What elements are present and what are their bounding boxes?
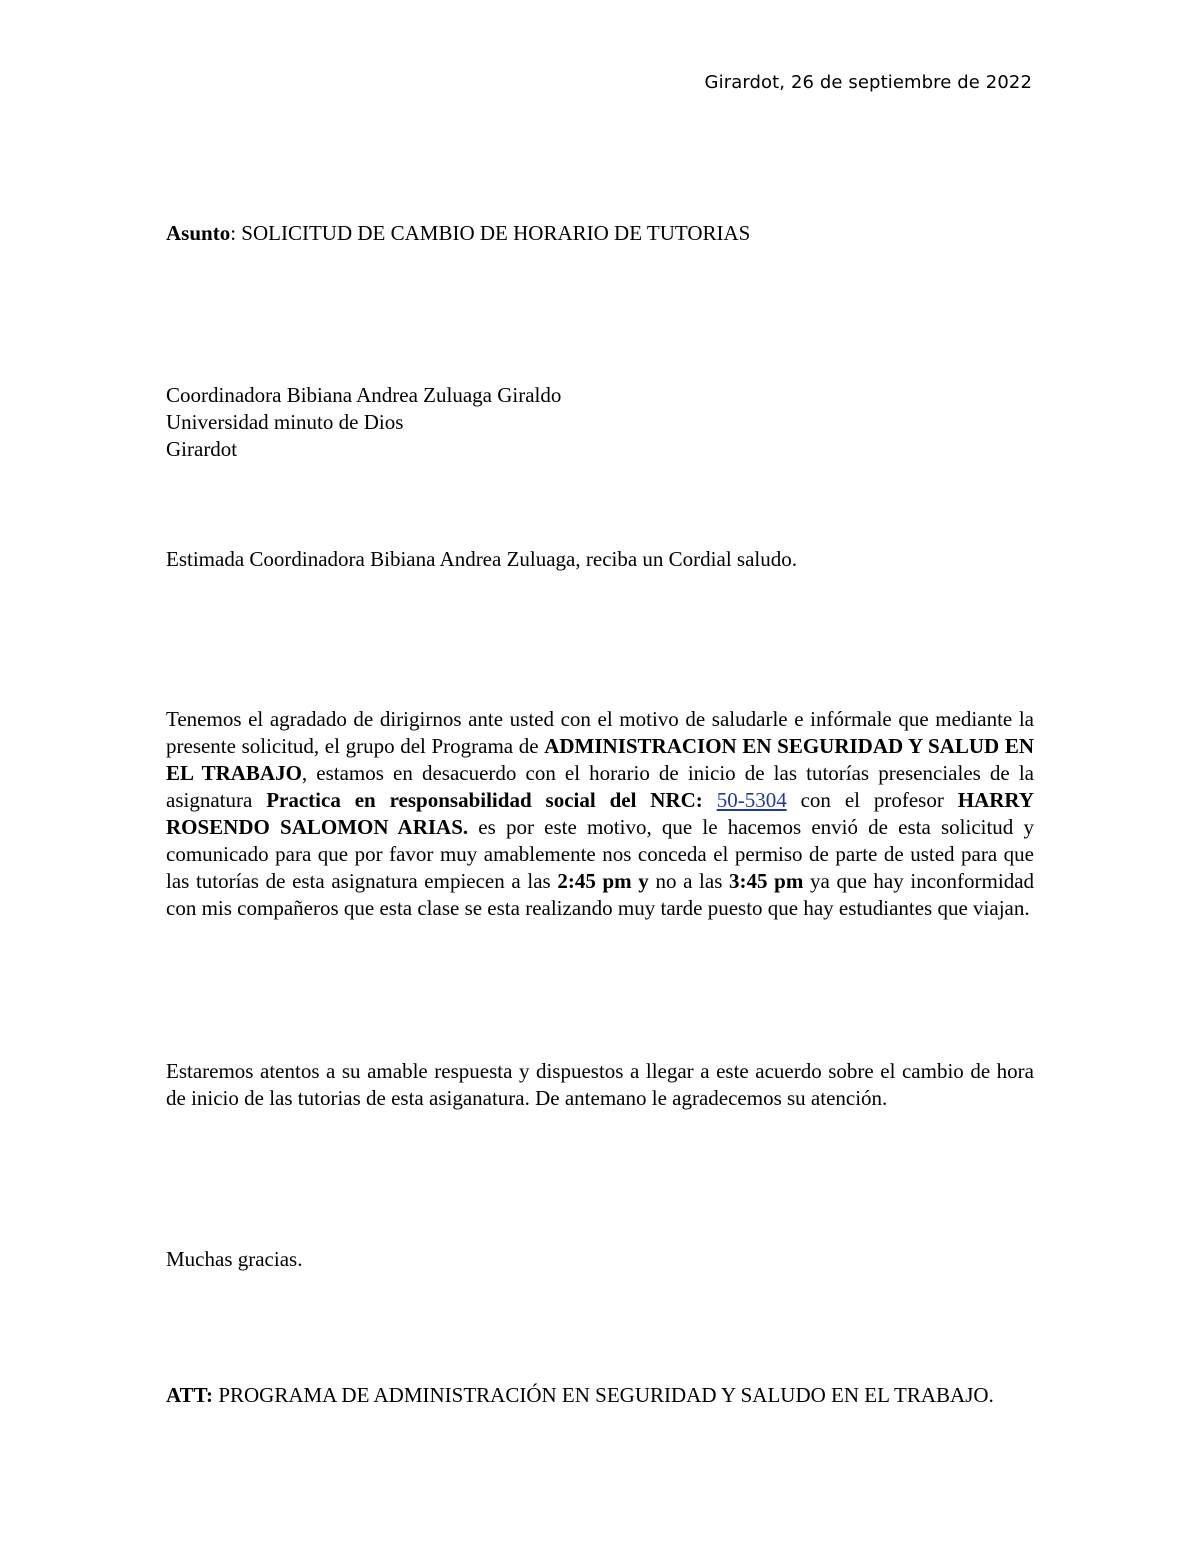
para1-text-3	[703, 788, 717, 812]
letter-subject	[166, 220, 750, 247]
att-text: PROGRAMA DE ADMINISTRACIÓN EN SEGURIDAD Y SALUDO EN EL TRABAJO.	[213, 1383, 994, 1407]
para1-program-name: ADMINISTRACION EN SEGURIDAD Y SALUD EN EL TRABAJO	[166, 734, 1035, 785]
recipient-institution: Universidad minuto de Dios	[166, 410, 404, 434]
att-label: ATT:	[166, 1383, 214, 1407]
para1-text-4: con el profesor	[786, 788, 958, 812]
para1-professor-name: HARRY ROSENDO SALOMON ARIAS.	[166, 788, 1035, 839]
body-paragraph-followup: Estaremos atentos a su amable respuesta y dispuestos a llegar a este acuerdo sobre el cambio de hora de inicio de las tutorias de esta asiganatura. De antemano le agradecemos su atención.	[166, 1059, 1034, 1110]
para1-text-7: ya que hay inconformidad con mis compañeros que esta clase se esta realizando muy tarde puesto que hay estudiantes que viajan.	[166, 869, 1035, 920]
para1-new-time: 2:45 pm y	[557, 869, 649, 893]
subject-label: Asunto	[166, 221, 231, 245]
body-paragraph-request	[166, 706, 1034, 922]
para1-text-1: Tenemos el agradado de dirigirnos ante usted con el motivo de saludarle e infórmale que mediante la presente solicitud, el grupo del Programa de	[166, 707, 1034, 758]
subject-text: : SOLICITUD DE CAMBIO DE HORARIO DE TUTORIAS	[230, 221, 751, 245]
para1-text-5: es por este motivo, que le hacemos envió de esta solicitud y comunicado para que por favor muy amablemente nos conceda el permiso de parte de usted para que las tutorías de esta asignatura empiecen a las	[166, 815, 1034, 893]
nrc-link[interactable]: 50-5304	[716, 788, 787, 812]
para1-old-time: 3:45 pm	[729, 869, 804, 893]
letter-closing: Muchas gracias.	[166, 1247, 303, 1271]
letter-signature	[166, 1382, 994, 1409]
para1-text-6: no a las	[648, 869, 730, 893]
letter-greeting: Estimada Coordinadora Bibiana Andrea Zuluaga, reciba un Cordial saludo.	[166, 547, 797, 571]
recipient-block	[166, 382, 561, 463]
para1-course-name: Practica en responsabilidad social del NRC:	[266, 788, 703, 812]
recipient-city: Girardot	[166, 437, 238, 461]
letter-date: Girardot, 26 de septiembre de 2022	[704, 72, 1032, 93]
recipient-name: Coordinadora Bibiana Andrea Zuluaga Giraldo	[166, 383, 562, 407]
para1-text-2: , estamos en desacuerdo con el horario de inicio de las tutorías presenciales de la asignatura	[166, 761, 1034, 812]
